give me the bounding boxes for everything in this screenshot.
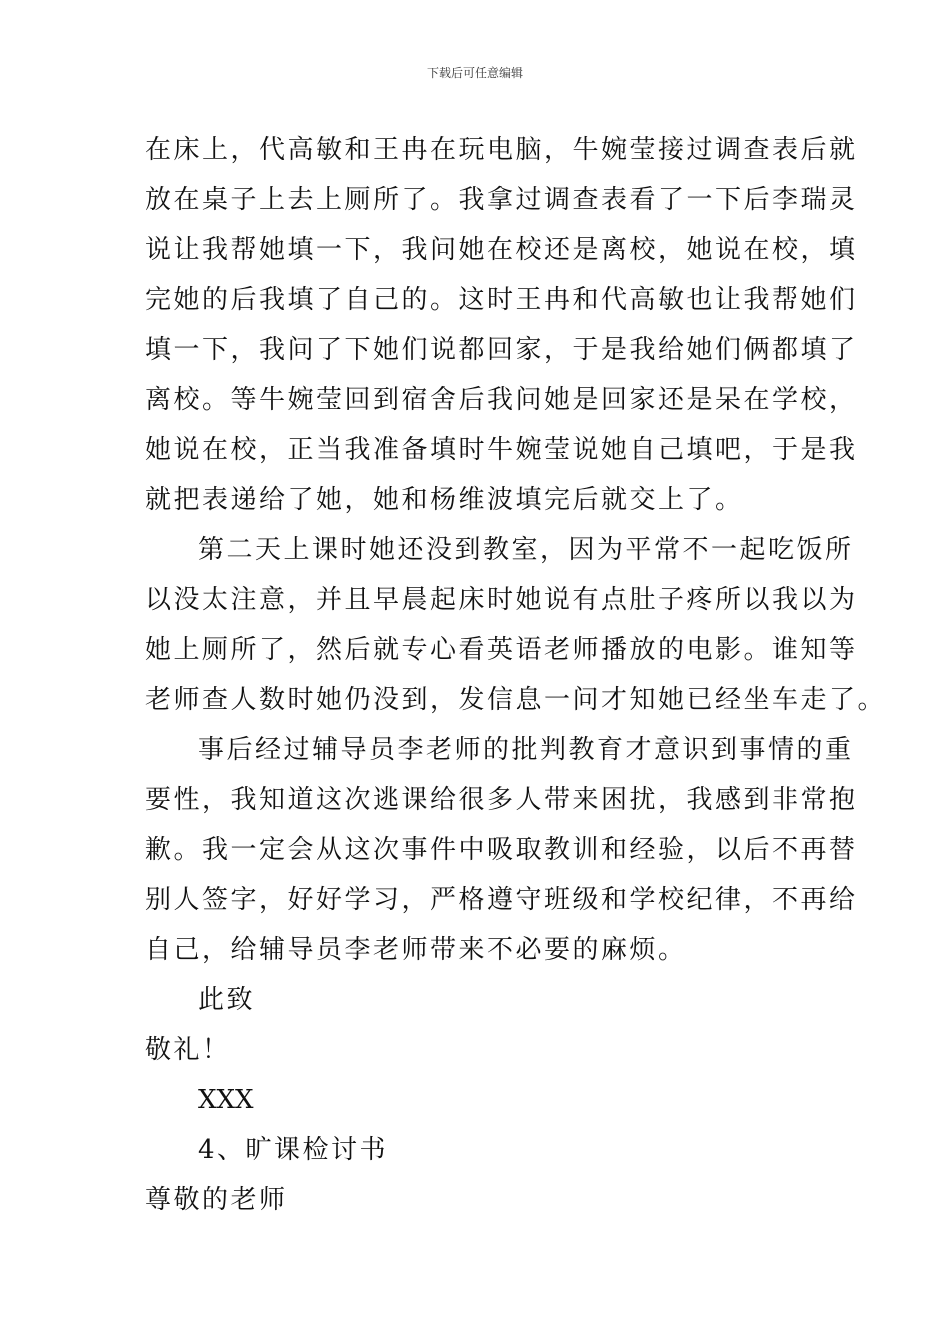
body-line: 她上厕所了，然后就专心看英语老师播放的电影。谁知等: [145, 635, 858, 665]
section-heading: 4、旷课检讨书: [198, 1135, 389, 1165]
body-line: 放在桌子上去上厕所了。我拿过调查表看了一下后李瑞灵: [145, 185, 858, 215]
body-line: 别人签字，好好学习，严格遵守班级和学校纪律，不再给: [145, 885, 858, 915]
body-line: 就把表递给了她，她和杨维波填完后就交上了。: [145, 485, 744, 515]
body-line: 说让我帮她填一下，我问她在校还是离校，她说在校，填: [145, 235, 858, 265]
closing-regards: 敬礼！: [145, 1035, 231, 1065]
closing-salutation: 此致: [198, 985, 256, 1015]
page-header: 下载后可任意编辑: [426, 66, 523, 80]
body-line: 她说在校，正当我准备填时牛婉莹说她自己填吧，于是我: [145, 435, 858, 465]
body-line: 老师查人数时她仍没到，发信息一问才知她已经坐车走了。: [145, 685, 887, 715]
body-line: 歉。我一定会从这次事件中吸取教训和经验，以后不再替: [145, 835, 858, 865]
greeting: 尊敬的老师: [145, 1185, 288, 1215]
body-line: 在床上，代高敏和王冉在玩电脑，牛婉莹接过调查表后就: [145, 135, 858, 165]
signature: XXX: [198, 1085, 254, 1115]
body-line: 填一下，我问了下她们说都回家，于是我给她们俩都填了: [145, 335, 858, 365]
paragraph-first-line: 第二天上课时她还没到教室，因为平常不一起吃饭所: [198, 535, 854, 565]
body-line: 要性，我知道这次逃课给很多人带来困扰，我感到非常抱: [145, 785, 858, 815]
paragraph-first-line: 事后经过辅导员李老师的批判教育才意识到事情的重: [198, 735, 854, 765]
body-line: 完她的后我填了自己的。这时王冉和代高敏也让我帮她们: [145, 285, 858, 315]
body-line: 以没太注意，并且早晨起床时她说有点肚子疼所以我以为: [145, 585, 858, 615]
body-line: 离校。等牛婉莹回到宿舍后我问她是回家还是呆在学校，: [145, 385, 858, 415]
body-line: 自己，给辅导员李老师带来不必要的麻烦。: [145, 935, 687, 965]
